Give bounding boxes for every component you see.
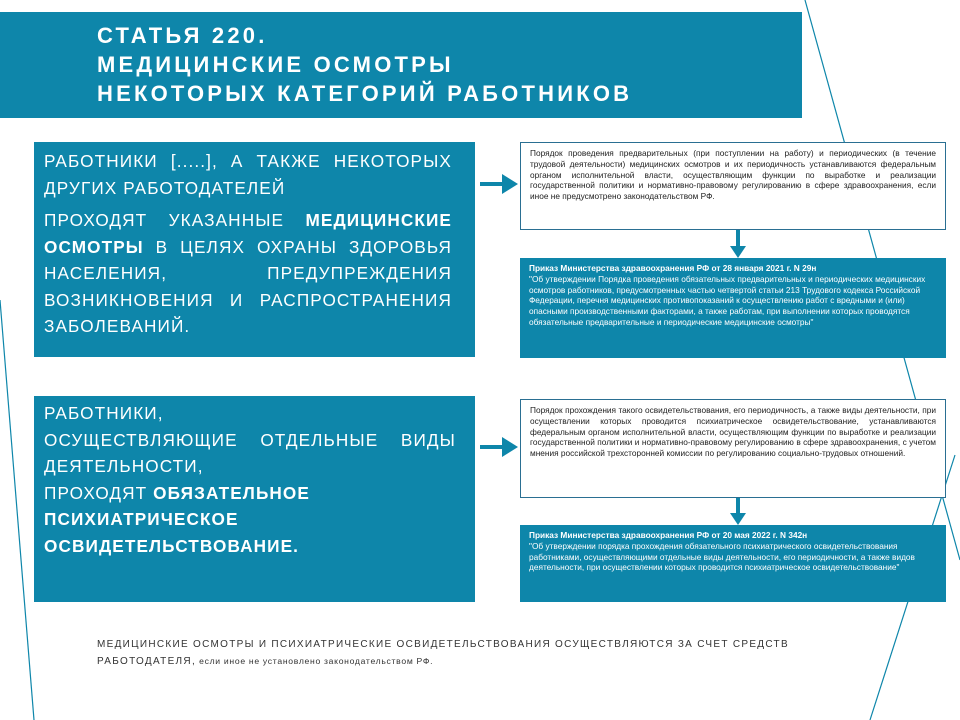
arrow-right-icon [502,174,518,194]
box4-text: "Об утверждении порядка прохождения обязательного психиатрического освидетельствования работниками, осуществляющими отдельные виды деятельности, его периодичности, а также видов деятельности, при осуществлении которых проводится психиатрическое освидетельствование" [529,540,915,573]
panel2-line3 [44,480,456,560]
procedure-psychiatric-box [520,399,946,498]
order-29n-box [520,258,946,358]
box2-head: Приказ Министерства здравоохранения РФ от 28 января 2021 г. N 29н [529,263,817,273]
box2-text: "Об утверждении Порядка проведения обязательных предварительных и периодических медицинских осмотров работников, предусмотренных частью четвертой статьи 213 Трудового кодекса Российской Федерации, перечня медицинских противопоказаний к осуществлению работ с вредными и (или) опасными производственными факторами, а также работам, при выполнении которых проводятся обязательные предварительные и периодические медицинские осмотры" [529,273,926,327]
title-line-3: НЕКОТОРЫХ КАТЕГОРИЙ РАБОТНИКОВ [97,81,633,106]
panel1-para2-post: В ЦЕЛЯХ ОХРАНЫ ЗДОРОВЬЯ НАСЕЛЕНИЯ, ПРЕДУПРЕЖДЕНИЯ ВОЗНИКНОВЕНИЯ И РАСПРОСТРАНЕНИЯ ЗАБОЛЕВАНИЙ. [44,236,452,336]
box4-head: Приказ Министерства здравоохранения РФ от 20 мая 2022 г. N 342н [529,530,808,540]
box1-text: Порядок проведения предварительных (при поступлении на работу) и периодических (в течение трудовой деятельности) медицинских осмотров и их периодичность устанавливаются федеральным органом исполнительной власти, осуществляющим функции по выработке и реализации государственной политики и нормативно-правовому регулированию в сфере здравоохранения, если иное не предусмотрено законодательством РФ. [530,148,936,202]
panel-medical-exams [34,142,475,357]
procedure-medical-exams-box [520,142,946,230]
arrow-down-icon [730,513,746,525]
panel1-para2 [44,207,452,340]
title-line-1: СТАТЬЯ 220. [97,23,268,48]
panel2-line1: РАБОТНИКИ, [44,403,164,423]
title-banner [0,12,802,118]
footer-note [97,637,857,670]
panel1-para2-pre: ПРОХОДЯТ УКАЗАННЫЕ [44,210,306,230]
arrow-down-icon [730,246,746,258]
title-line-2: МЕДИЦИНСКИЕ ОСМОТРЫ [97,52,454,77]
panel2-line2: ОСУЩЕСТВЛЯЮЩИЕ ОТДЕЛЬНЫЕ ВИДЫ ДЕЯТЕЛЬНОСТИ, [44,429,456,476]
arrow-right-icon [502,437,518,457]
panel-psychiatric-exam [34,396,475,602]
order-342n-box [520,525,946,602]
box3-text: Порядок прохождения такого освидетельствования, его периодичность, а также виды деятельности, при осуществлении которых проводится психиатрическое освидетельствование, устанавливаются федеральным органом исполнительной власти, осуществляющим функции по выработке и реализации государственной политики и нормативно-правовому регулированию в сфере здравоохранения, с учетом мнения российской трехсторонней комиссии по регулированию социально-трудовых отношений. [530,405,936,459]
footer-small: если иное не установлено законодательством РФ. [196,656,434,666]
footer-main: МЕДИЦИНСКИЕ ОСМОТРЫ И ПСИХИАТРИЧЕСКИЕ ОСВИДЕТЕЛЬСТВОВАНИЯ ОСУЩЕСТВЛЯЮТСЯ ЗА СЧЕТ СРЕДСТВ РАБОТОДАТЕЛЯ, [97,639,789,667]
panel1-para2-bold: МЕДИЦИНСКИЕ ОСМОТРЫ [44,210,452,257]
panel1-para1: РАБОТНИКИ [.....], А ТАКЖЕ НЕКОТОРЫХ ДРУГИХ РАБОТОДАТЕЛЕЙ [44,151,452,198]
panel2-line3-pre: ПРОХОДЯТ [44,482,154,503]
panel2-line3-bold: ОБЯЗАТЕЛЬНОЕ ПСИХИАТРИЧЕСКОЕ ОСВИДЕТЕЛЬСТВОВАНИЕ. [44,482,310,556]
